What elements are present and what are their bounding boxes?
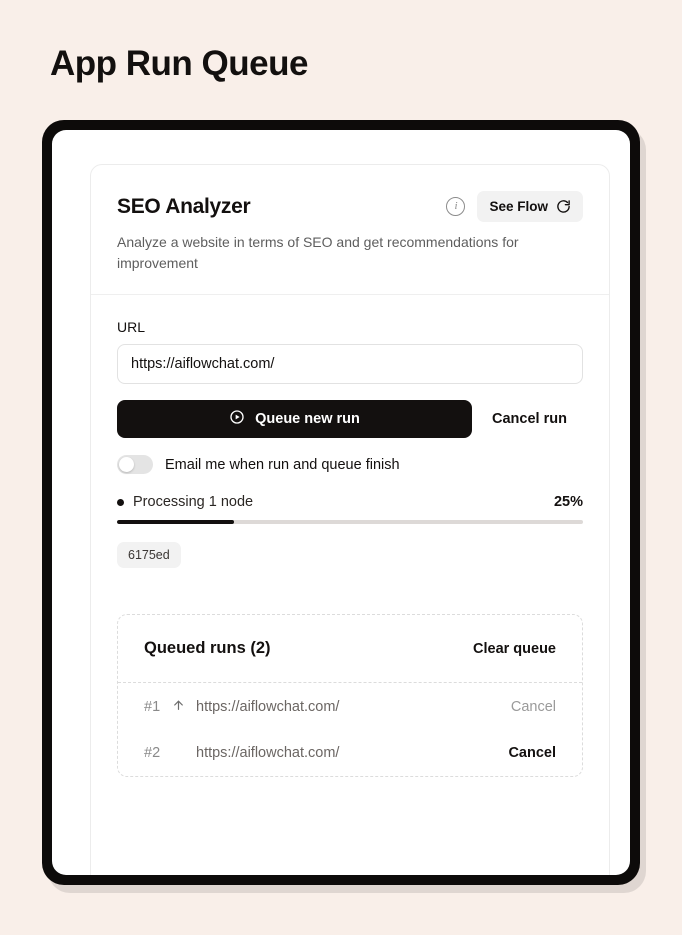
- arrow-up-icon[interactable]: [172, 698, 196, 715]
- queued-runs-title: Queued runs (2): [144, 639, 271, 657]
- refresh-icon: [556, 199, 571, 214]
- table-row: [118, 730, 582, 776]
- clear-queue-button[interactable]: Clear queue: [473, 640, 556, 657]
- queue-row-index: #1: [144, 698, 161, 715]
- info-icon[interactable]: i: [446, 197, 465, 216]
- queue-row-cancel-button[interactable]: Cancel: [508, 745, 556, 761]
- toggle-knob: [119, 457, 134, 472]
- see-flow-label: See Flow: [489, 199, 548, 214]
- progress-bar: [117, 520, 583, 524]
- see-flow-button[interactable]: [477, 191, 583, 222]
- progress-bar-fill: [117, 520, 234, 524]
- app-description: Analyze a website in terms of SEO and get recommendations for improvement: [117, 234, 519, 271]
- device-frame: [42, 120, 640, 885]
- queue-row-url: https://aiflowchat.com/: [196, 698, 340, 715]
- cancel-run-button[interactable]: Cancel run: [492, 411, 567, 427]
- email-notification-toggle[interactable]: [117, 455, 153, 474]
- email-toggle-label: Email me when run and queue finish: [165, 456, 400, 473]
- queued-runs-header: [118, 615, 582, 683]
- progress-percent: 25%: [553, 494, 583, 510]
- device-screen: [52, 130, 630, 875]
- queue-row-index: #2: [144, 745, 161, 761]
- queue-row-url: https://aiflowchat.com/: [196, 745, 340, 761]
- status-dot-icon: [117, 499, 124, 506]
- status-text: Processing 1 node: [133, 494, 254, 510]
- queue-new-run-label: Queue new run: [255, 411, 360, 427]
- queue-new-run-button[interactable]: [117, 400, 472, 438]
- page-title: App Run Queue: [50, 44, 308, 83]
- header-actions: [446, 191, 583, 222]
- card-header: [91, 165, 609, 295]
- app-card: [90, 164, 610, 875]
- run-id-badge[interactable]: 6175ed: [117, 542, 181, 568]
- action-row: [117, 400, 583, 438]
- card-body: [91, 295, 609, 777]
- play-circle-icon: [229, 409, 245, 429]
- status-row: [117, 494, 583, 510]
- app-title: SEO Analyzer: [117, 194, 251, 218]
- queue-row-cancel-button[interactable]: Cancel: [510, 698, 556, 715]
- status-left: [117, 494, 253, 510]
- card-title-row: [117, 191, 583, 222]
- url-input[interactable]: [117, 344, 583, 384]
- url-label: URL: [117, 319, 146, 335]
- queued-runs-panel: [117, 614, 583, 777]
- email-toggle-row: [117, 455, 583, 474]
- table-row: [118, 683, 582, 730]
